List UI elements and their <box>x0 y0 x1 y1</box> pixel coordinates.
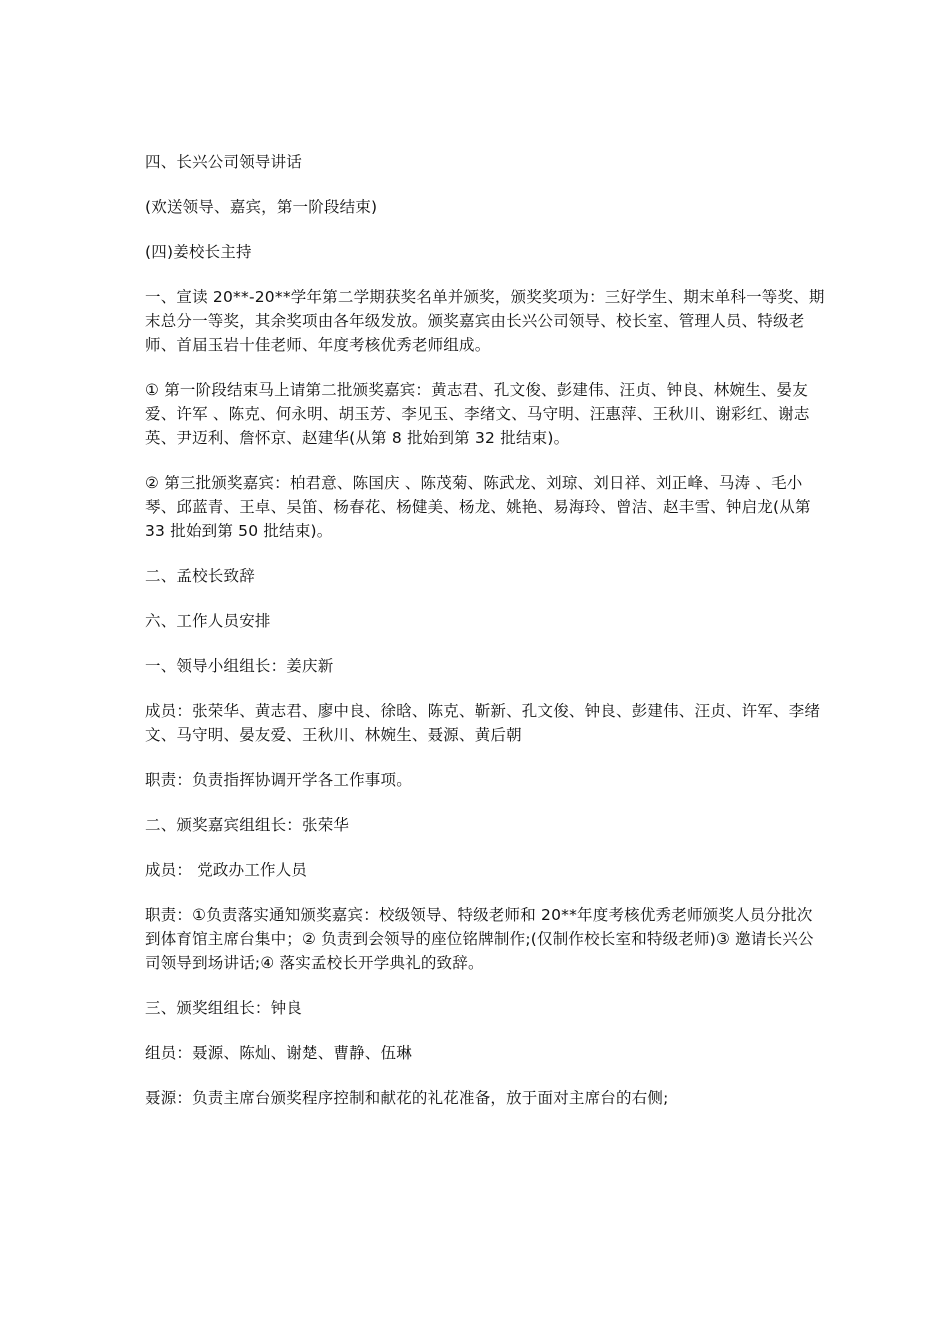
paragraph-staff-arrangement: 六、工作人员安排 <box>145 612 271 630</box>
paragraph-host: (四)姜校长主持 <box>145 243 252 261</box>
paragraph-leadership-group: 一、领导小组组长：姜庆新 <box>145 657 334 675</box>
paragraph-award-group-members: 组员：聂源、陈灿、谢楚、曹静、伍琳 <box>145 1044 412 1062</box>
paragraph-award-group: 三、颁奖组组长：钟良 <box>145 999 303 1017</box>
paragraph-second-batch-guests: ① 第一阶段结束马上请第二批颁奖嘉宾：黄志君、孔文俊、彭建伟、汪贞、钟良、林婉生、晏友爱、许军 、陈克、何永明、胡玉芳、李见玉、李绪文、马守明、汪惠萍、王秋川、谢彩红、谢志英、尹迈利、詹怀京、赵建华(从第 8 批始到第 32 批结束)。 <box>145 381 810 447</box>
paragraph-guest-group-duties: 职责：①负责落实通知颁奖嘉宾：校级领导、特级老师和 20**年度考核优秀老师颁奖人员分批次到体育馆主席台集中；② 负责到会领导的座位铭牌制作;(仅制作校长室和特级老师)③ 邀请长兴公司领导到场讲话;④ 落实孟校长开学典礼的致辞。 <box>145 906 814 972</box>
paragraph-stage-one-end: (欢送领导、嘉宾，第一阶段结束) <box>145 198 378 216</box>
document-body <box>145 150 825 1131</box>
paragraph-award-announcement: 一、宣读 20**-20**学年第二学期获奖名单并颁奖，颁奖奖项为：三好学生、期末单科一等奖、期末总分一等奖，其余奖项由各年级发放。颁奖嘉宾由长兴公司领导、校长室、管理人员、特级老师、首届玉岩十佳老师、年度考核优秀老师组成。 <box>145 288 825 354</box>
paragraph-guest-group: 二、颁奖嘉宾组组长：张荣华 <box>145 816 350 834</box>
paragraph-third-batch-guests: ② 第三批颁奖嘉宾：柏君意、陈国庆 、陈茂菊、陈武龙、刘琼、刘日祥、刘正峰、马涛 、毛小琴、邱蓝青、王卓、吴笛、杨春花、杨健美、杨龙、姚艳、易海玲、曾洁、赵丰雪、钟启龙(从第 33 批始到第 50 批结束)。 <box>145 474 816 540</box>
paragraph-leadership-members: 成员：张荣华、黄志君、廖中良、徐晗、陈克、靳新、孔文俊、钟良、彭建伟、汪贞、许军、李绪文、马守明、晏友爱、王秋川、林婉生、聂源、黄后朝 <box>145 702 821 744</box>
paragraph-heading-leader-speech: 四、长兴公司领导讲话 <box>145 153 303 171</box>
paragraph-principal-speech: 二、孟校长致辞 <box>145 567 255 585</box>
paragraph-guest-group-members: 成员： 党政办工作人员 <box>145 861 308 879</box>
paragraph-nie-yuan-duty: 聂源：负责主席台颁奖程序控制和献花的礼花准备，放于面对主席台的右侧; <box>145 1089 669 1107</box>
paragraph-leadership-duties: 职责：负责指挥协调开学各工作事项。 <box>145 771 412 789</box>
